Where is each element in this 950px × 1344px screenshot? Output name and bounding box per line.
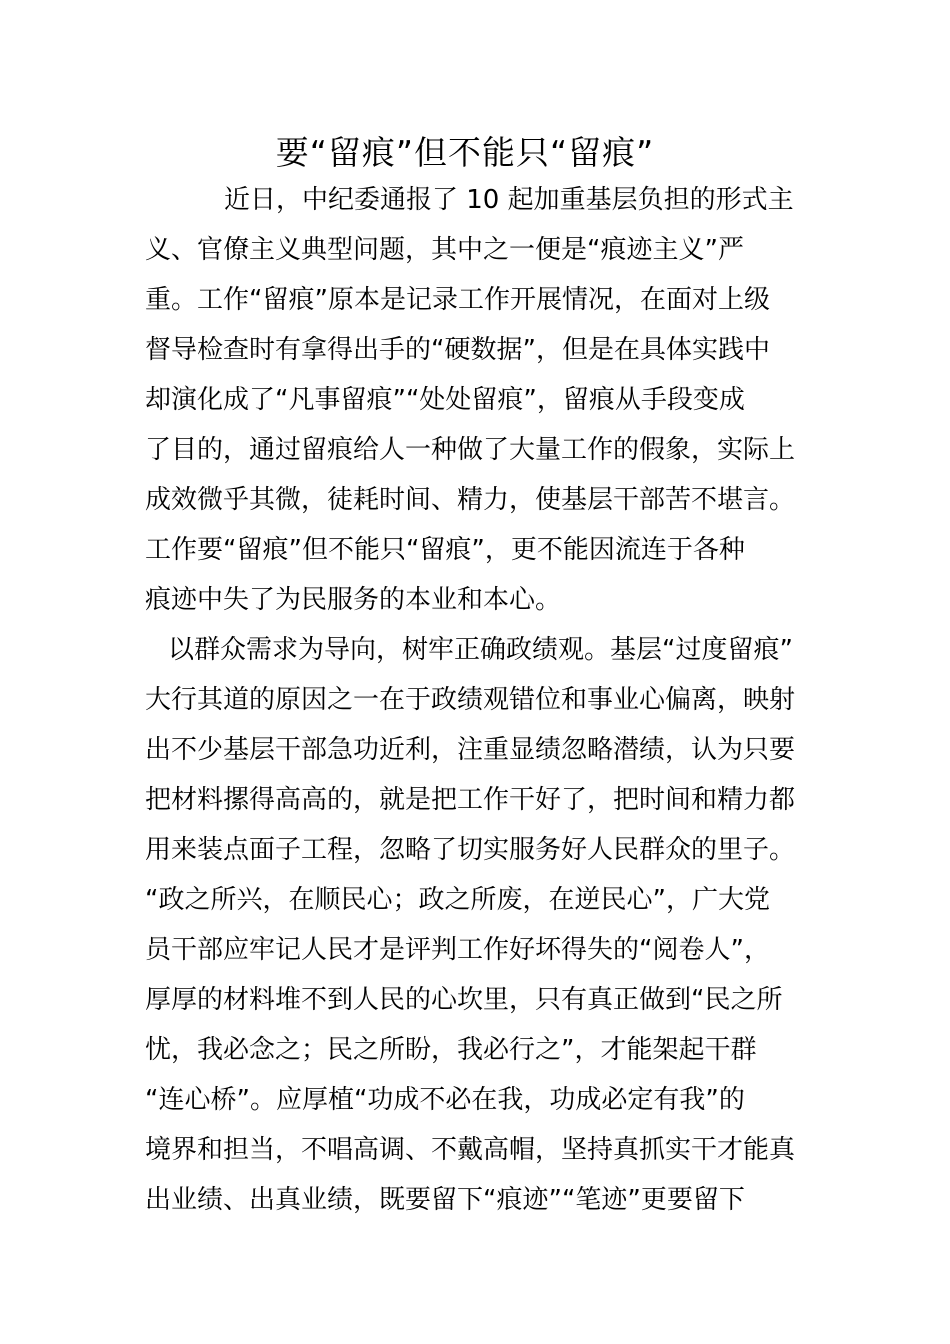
text-line: 用来装点面子工程，忽略了切实服务好人民群众的里子。: [145, 835, 796, 865]
text-line: 大行其道的原因之一在于政绩观错位和事业心偏离，映射: [145, 685, 796, 715]
text-line: 近日，中纪委通报了 10 起加重基层负担的形式主: [224, 185, 794, 215]
text-line: “政之所兴，在顺民心；政之所废，在逆民心”，广大党: [145, 885, 770, 915]
text-line: 厚厚的材料堆不到人民的心坎里，只有真正做到“民之所: [145, 985, 783, 1015]
text-line: 却演化成了“凡事留痕”“处处留痕”，留痕从手段变成: [145, 385, 745, 415]
text-line: “连心桥”。应厚植“功成不必在我，功成必定有我”的: [145, 1085, 745, 1115]
text-line: 了目的，通过留痕给人一种做了大量工作的假象，实际上: [145, 435, 796, 465]
text-line: 义、官僚主义典型问题，其中之一便是“痕迹主义”严: [145, 235, 744, 265]
document-title: 要“留痕”但不能只“留痕”: [275, 133, 655, 172]
text-line: 痕迹中失了为民服务的本业和本心。: [145, 585, 562, 615]
text-line: 以群众需求为导向，树牢正确政绩观。基层“过度留痕”: [168, 635, 793, 665]
text-line: 出业绩、出真业绩，既要留下“痕迹”“笔迹”更要留下: [145, 1185, 745, 1215]
text-line: 员干部应牢记人民才是评判工作好坏得失的“阅卷人”，: [145, 935, 770, 965]
text-line: 成效微乎其微，徒耗时间、精力，使基层干部苦不堪言。: [145, 485, 796, 515]
text-line: 重。工作“留痕”原本是记录工作开展情况，在面对上级: [145, 285, 770, 315]
text-line: 把材料摞得高高的，就是把工作干好了，把时间和精力都: [145, 785, 796, 815]
text-line: 出不少基层干部急功近利，注重显绩忽略潜绩，认为只要: [145, 735, 796, 765]
text-line: 督导检查时有拿得出手的“硬数据”，但是在具体实践中: [145, 335, 770, 365]
text-line: 工作要“留痕”但不能只“留痕”，更不能因流连于各种: [145, 535, 745, 565]
text-line: 忧，我必念之；民之所盼，我必行之”，才能架起干群: [145, 1035, 757, 1065]
text-line: 境界和担当，不唱高调、不戴高帽，坚持真抓实干才能真: [145, 1135, 796, 1165]
